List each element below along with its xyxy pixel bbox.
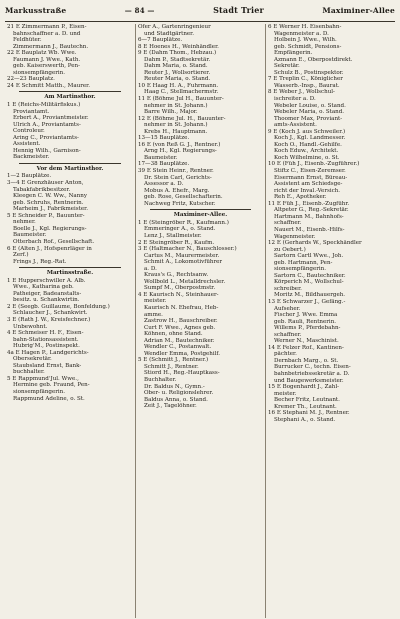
directory-line: meister.	[274, 390, 297, 397]
directory-line: 7 E Treplin C., Königlicher	[268, 76, 343, 83]
directory-line: Dernbach Marg., o. St.	[274, 357, 339, 364]
directory-line: amts-Assistent.	[274, 122, 317, 129]
directory-line: Staubsland Ernst, Bank-	[13, 362, 82, 369]
directory-line: Assessor a. D.	[144, 181, 184, 188]
section-divider	[19, 163, 121, 164]
directory-line: HubrigʿM., Postinspekt.	[13, 343, 80, 350]
directory-line: 24 E Schmitt Matth., Maurer.	[7, 82, 90, 89]
directory-line: Buchhalter.	[144, 376, 177, 383]
directory-line: Koch Eduw., Architekt.	[274, 148, 339, 155]
directory-line: Ulrich A., Proviantamts-	[13, 121, 81, 128]
directory-line: Faumann J. Wwe., Kath.	[13, 56, 81, 63]
directory-line: Zimmermann J., Bautechn.	[13, 43, 89, 50]
directory-line: 3 E (Rath J. W., Kreisfechner.)	[7, 316, 91, 323]
directory-line: geb. Schruhs, Rentnerin.	[13, 199, 84, 206]
directory-line: 4a E Hagen P., Landgerichts-	[7, 349, 89, 356]
directory-line: Zeit J., Tagelöhner.	[144, 403, 197, 410]
header-right-street: Maximiner-Allee	[322, 6, 395, 15]
directory-line: Wollbold L., Metalldrechsler.	[144, 278, 226, 285]
directory-line: und Baugewerksmeister.	[274, 377, 344, 384]
directory-line: Emmeringer A., o. Stand.	[144, 226, 216, 233]
directory-column-1	[5, 24, 135, 618]
directory-line: bahnbetriebssekretär a. D.	[274, 370, 350, 377]
directory-line: 22 E Bauplatz Wb. Wwe.	[7, 50, 77, 57]
directory-line: 4 E Schmeiser H. F., Eisen-	[7, 330, 84, 337]
directory-line: Nauert M., Eisenb.-Hilfs-	[274, 226, 345, 233]
directory-line: Kleegen C. W. Ww., Nanny	[13, 193, 88, 200]
section-divider	[150, 209, 251, 210]
directory-line: 3—4 E Grenzhäuser Anton,	[7, 180, 84, 187]
directory-line: Proviantamt.	[13, 108, 50, 115]
directory-line: Cartus M., Maurermeister.	[144, 252, 220, 259]
directory-line: 5 E Schneider P., Bauunter-	[7, 212, 85, 219]
directory-line: sionsempfängerin.	[13, 69, 65, 76]
directory-line: Patheiger, Badeanstalts-	[13, 290, 82, 297]
directory-line: Koch O., Handl.-Gehilfe.	[274, 141, 342, 148]
directory-line: Rappmund Adeline, o. St.	[13, 395, 85, 402]
directory-line: 16 E Stephani M. J., Rentner.	[268, 410, 350, 417]
directory-line: amme.	[144, 311, 163, 318]
directory-line: geb. Rauli, Rentnerin.	[274, 318, 337, 325]
directory-line: Baumeister.	[13, 232, 47, 239]
directory-line: Schulz B., Postinspektor.	[274, 69, 344, 76]
directory-line: Schmit A., Lokomotivführer	[144, 259, 223, 266]
directory-line: geb. Kaiserswerth, Pen-	[13, 63, 80, 70]
directory-line: 6 E (Alten J., Hofspenrläger in	[7, 245, 92, 252]
header-city: Stadt Trier	[213, 5, 264, 15]
directory-line: Kaurisch N. Ehefrau, Heb-	[144, 304, 219, 311]
street-heading: Am Martinsthor.	[44, 94, 96, 101]
directory-line: Kremer Th., Leutnant.	[274, 403, 337, 410]
directory-line: 17—38 Bauplätze.	[138, 161, 190, 168]
directory-line: Boelle J., Kgl. Regierungs-	[13, 225, 87, 232]
directory-line: Wwe., Katharina geb.	[13, 284, 74, 291]
street-heading: Martinsstraße.	[46, 270, 94, 277]
directory-line: Barre Wilh., Major.	[144, 109, 198, 116]
directory-line: Reh E., Apotheker.	[274, 194, 327, 201]
directory-line: Dr. Baldus N., Gymn.-	[144, 383, 205, 390]
directory-line: Assistent am Schiedsge-	[274, 181, 343, 188]
directory-line: 13—15 Bauplätze.	[138, 135, 190, 142]
directory-line: Baumeister.	[144, 154, 178, 161]
directory-line: buchhalter.	[13, 369, 45, 376]
directory-line: Koch Wilhelmine, o. St.	[274, 154, 340, 161]
directory-line: Burrucker C., techn. Eisen-	[274, 364, 351, 371]
directory-line: 15 E Bogenhardt J., Zahl-	[268, 384, 339, 391]
directory-line: Hennig Wilh., Garnison-	[13, 147, 81, 154]
directory-line: 6—7 Bauplätze.	[138, 37, 183, 44]
directory-line: Dahm P., Stadtsekretär.	[144, 56, 211, 63]
directory-line: Hartmann M., Bahnhofs-	[274, 213, 344, 220]
directory-line: besitz. u. Schankwirtin.	[13, 297, 80, 304]
directory-line: sionsempfängerin.	[13, 388, 65, 395]
directory-line: 12 E (Böhme Jul. H., Bauunter-	[138, 115, 226, 122]
directory-line: pächter.	[274, 351, 297, 358]
directory-line: 14 E Felzer Rof., Kantinen-	[268, 344, 344, 351]
directory-line: Becher Fritz, Leutnant.	[274, 397, 340, 404]
directory-line: Thoomer Max, Proviant-	[274, 115, 343, 122]
directory-line: Stephani A., o. Stand.	[274, 416, 336, 423]
directory-line: Frings J., Reg.-Rat.	[13, 258, 67, 265]
directory-line: Baldus Anna, o. Stand.	[144, 396, 208, 403]
directory-line: nehmer in St. Johann.)	[144, 122, 208, 129]
directory-line: Lenz J., Stallmeister.	[144, 232, 202, 239]
directory-line: 2 E (Seegb. Guillaume, Bonfeldung.)	[7, 303, 110, 310]
directory-line: Backmeister.	[13, 154, 50, 161]
directory-line: Fischer J. Wwe. Emma	[274, 312, 338, 319]
directory-line: geb. Hartmann, Pen-	[274, 259, 333, 266]
directory-line: schreiber.	[274, 285, 302, 292]
directory-line: Arng H., Kgl. Regierungs-	[144, 148, 217, 155]
directory-line: Werner N., Maschinist.	[274, 338, 339, 345]
directory-line: Eisermann Ernst, Büreau-	[274, 174, 348, 181]
directory-line: Sekretär.	[274, 63, 300, 70]
directory-line: Aring C., Proviantamts-	[13, 134, 79, 141]
directory-line: geb. Schmidt, Pensions-	[274, 43, 342, 50]
directory-line: Altpeter G., Reg.-Sekretär.	[274, 207, 349, 214]
directory-line: Köhnen, ohne Stand.	[144, 331, 203, 338]
directory-line: Ofer A., Gartenringenieur	[138, 24, 211, 30]
directory-line: sionsempfängerin.	[274, 266, 326, 273]
directory-line: Webeler Maria, o. Stand.	[274, 109, 345, 116]
directory-line: Dr. Stein Carl, Gerichts-	[144, 174, 212, 181]
directory-line: Wendler C., Postanwalt.	[144, 344, 212, 351]
directory-line: 22—23 Bauplatz.	[7, 76, 55, 83]
directory-line: 9 E (Koch J. aus Schweiler.)	[268, 128, 346, 135]
directory-line: 6 E Werner H. Eisenbahn-	[268, 24, 342, 30]
directory-line: Holbein J. Wwe., Wilh.	[274, 37, 337, 44]
directory-line: 4 E Kaurisch N., Steinhauer-	[138, 291, 219, 298]
directory-line: Marheim J., Fabrikmeister.	[13, 206, 88, 213]
directory-line: 16 E (von Reß G. J., Rentner.)	[138, 141, 221, 148]
directory-line: 11 E (Böhme Jul H., Bauunter-	[138, 96, 224, 103]
page-number: — 84 —	[124, 6, 155, 15]
directory-line: Stiftz C., Eisen-Zeremser.	[274, 168, 346, 175]
directory-line: 2 E Steingröber R., Kaufm.	[138, 239, 215, 246]
directory-line: Obersekretär.	[13, 356, 52, 363]
directory-line: Hermine geb. Fraund, Pen-	[13, 382, 90, 389]
directory-line: bahn-Stationsassistent.	[13, 336, 79, 343]
directory-line: Moritz M., Bildhauergeh.	[274, 292, 346, 299]
directory-line: schaffner.	[274, 220, 302, 227]
directory-line: 5 E RappmundʿJul. Wwe.,	[7, 375, 79, 382]
directory-line: 8 E Hoenes H., Weinhändler.	[138, 43, 219, 50]
page-header	[5, 5, 395, 22]
directory-line: Curt F. Wwe., Agnes geb.	[144, 324, 216, 331]
street-heading: Maximiner-Allee.	[173, 212, 228, 219]
street-heading: Vor dem Martinsthor.	[36, 165, 104, 172]
directory-line: schaffner.	[274, 331, 302, 338]
section-divider	[19, 267, 121, 268]
directory-line: Erbert A., Proviantmeister.	[13, 115, 89, 122]
directory-line: geb. Rose, Gesellschafterin.	[144, 194, 223, 201]
directory-line: 8 E Weber J., Wollschul-	[268, 89, 335, 96]
directory-line: Stiord H., Reg.-Hauptkass-	[144, 370, 220, 377]
directory-line: Krebs H., Hauptmann.	[144, 128, 208, 135]
directory-column-2	[135, 24, 265, 618]
directory-line: Sumpf M., Oberpostmstr.	[144, 285, 216, 292]
directory-line: Haag C., Stellmachermstr.	[144, 89, 219, 96]
directory-line: Reuter Maria, o. Stand.	[144, 76, 211, 83]
directory-line: Zastrow H., Bauschreiber.	[144, 318, 218, 325]
directory-columns	[5, 24, 395, 618]
directory-line: Azmann E., Oberpostdirekt.	[274, 56, 353, 63]
section-divider	[19, 91, 121, 92]
directory-line: Reuter J., Wollsortierer.	[144, 69, 211, 76]
directory-line: bahnschaffner a. D. und	[13, 30, 81, 37]
directory-line: 13 E Schwarzer J., Gefäng.-	[268, 298, 346, 305]
directory-line: 3 E (Haltmacher N., Bauschlosser.)	[138, 246, 237, 253]
directory-line: a. D.	[144, 265, 157, 272]
directory-line: nehmer.	[13, 219, 36, 226]
directory-line: Tabakfabrikbesitzer.	[13, 186, 71, 193]
directory-line: 5 E (Schmitt J., Rentner.)	[138, 357, 209, 364]
directory-line: Wagenmeister.	[274, 233, 316, 240]
directory-line: Sartorn C., Bautechniker.	[274, 272, 346, 279]
directory-line: 10 E (Füh J., Eisenb.-Zugführer.)	[268, 161, 360, 168]
directory-line: Unbewohnt.	[13, 323, 48, 330]
directory-line: Koch J., Kgl. Landmesser.	[274, 135, 346, 142]
directory-line: und Stadtgärtner.	[144, 30, 194, 37]
directory-line: 1 E (Steingröber R., Kaufmann.)	[138, 219, 229, 226]
header-left-street: Markusstraße	[5, 6, 67, 15]
directory-line: Dahm Maria, o. Stand.	[144, 63, 208, 70]
directory-column-3	[265, 24, 395, 618]
directory-line: Wagenmeister a. D.	[274, 30, 329, 37]
directory-line: 1—2 Bauplätze.	[7, 173, 52, 180]
directory-line: 11 E Füh J., Eisenb.-Zugführ.	[268, 200, 350, 207]
directory-line: 9 E (Dahm Thom., Hebzau.)	[138, 50, 217, 57]
directory-line: 1 E Hupperschwiller A. Alb.	[7, 277, 86, 284]
directory-line: Zerf.)	[13, 252, 29, 259]
directory-line: Adrian M., Bautechniker.	[144, 337, 215, 344]
directory-line: zu Oebert.)	[274, 246, 306, 253]
directory-line: Ober- u. Religionslehrer.	[144, 390, 214, 397]
directory-line: Schlaucher J., Schankwirt.	[13, 310, 88, 317]
directory-line: Webeler Louise, o. Stand.	[274, 102, 346, 109]
directory-line: Aufseher.	[274, 305, 301, 312]
directory-line: meister.	[144, 298, 167, 305]
directory-line: Controleur.	[13, 128, 45, 135]
directory-line: 1 E (Reichs-Militärfiskus.)	[7, 102, 81, 109]
directory-line: Nachweg Fritz, Kutscher.	[144, 200, 216, 207]
directory-line: 21 E Zimmermann P., Eisen-	[7, 24, 87, 30]
directory-line: Empfängerin.	[274, 50, 313, 57]
directory-line: Otterbach Rof., Gesellschaft.	[13, 238, 95, 245]
directory-line: richt der Inval.-Versich.	[274, 187, 341, 194]
directory-line: Sartorn Cartl Wwe., Joh.	[274, 253, 344, 260]
directory-line: Wendler Emma, Postgehilf.	[144, 350, 221, 357]
directory-line: 12 E (Gerhards W., Speckhändler	[268, 240, 362, 247]
directory-line: Körperich M., Wollschul-	[274, 279, 344, 286]
directory-line: Feldhüter.	[13, 37, 42, 44]
directory-line: nehmer in St. Johann.)	[144, 102, 208, 109]
directory-line: Willems P., Pferdebahn-	[274, 325, 341, 332]
directory-line: ischreiter a. D.	[274, 96, 316, 103]
directory-line: Mobus A. Ehefr., Marg.	[144, 187, 210, 194]
directory-line: Schmitt J., Rentner.	[144, 363, 199, 370]
directory-line: 39 E Stein Heinr., Rentner.	[138, 168, 214, 175]
directory-line: Assistent.	[13, 141, 41, 148]
directory-line: Kraus's G., Rechtsanw.	[144, 272, 209, 279]
directory-line: Wasserb.-Insp., Baurat.	[274, 82, 340, 89]
directory-line: 10 E Haag H. A., Fuhrmann.	[138, 82, 219, 89]
